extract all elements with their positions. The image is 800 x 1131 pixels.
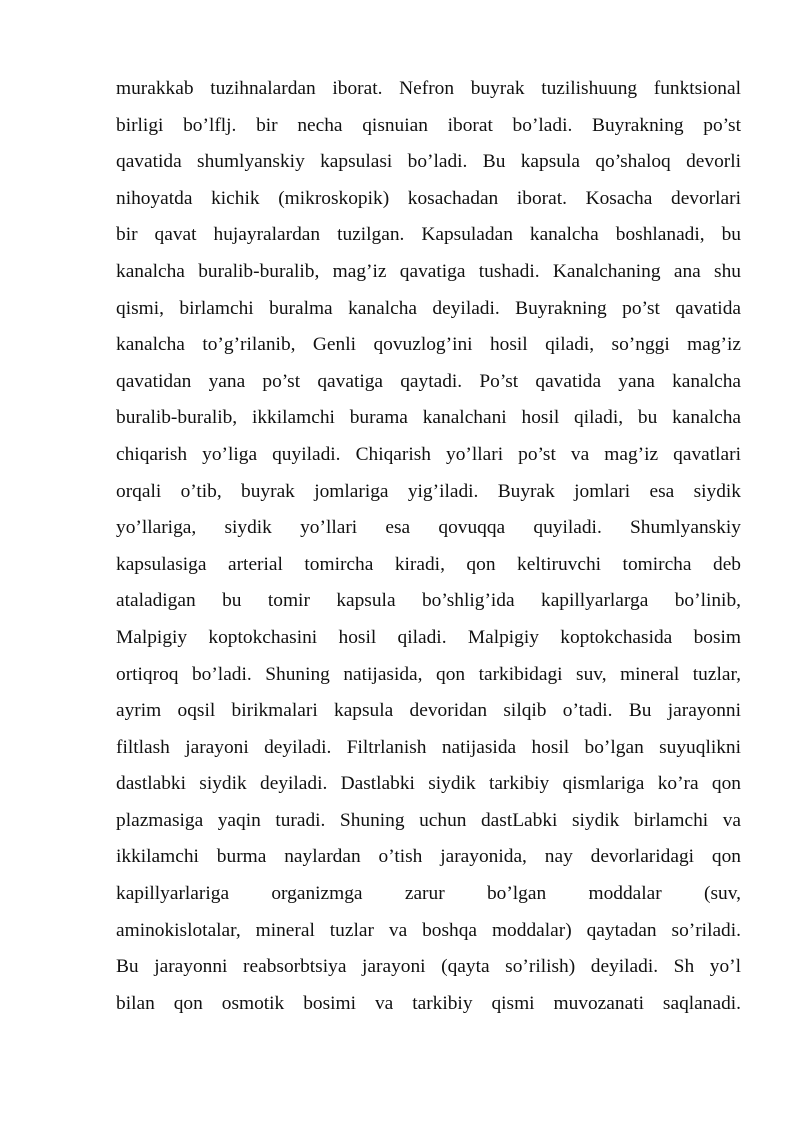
text-line: nihoyatda kichik (mikroskopik) kosachadan iborat. Kosacha devorlari	[116, 187, 741, 209]
text-line: qismi, birlamchi buralma kanalcha deyiladi. Buyrakning po’st qavatida	[116, 297, 741, 319]
text-line: buralib-buralib, ikkilamchi burama kanalchani hosil qiladi, bu kanalcha	[116, 407, 741, 429]
text-line: kanalcha buralib-buralib, mag’iz qavatiga tushadi. Kanalchaning ana shu	[116, 260, 741, 282]
text-line: chiqarish yo’liga quyiladi. Chiqarish yo’llari po’st va mag’iz qavatlari	[116, 443, 741, 465]
body-text	[116, 71, 741, 1022]
text-line: yo’llariga, siydik yo’llari esa qovuqqa quyiladi. Shumlyanskiy	[116, 517, 741, 539]
text-line: dastlabki siydik deyiladi. Dastlabki siydik tarkibiy qismlariga ko’ra qon	[116, 773, 741, 795]
text-line: murakkab tuzihnalardan iborat. Nefron buyrak tuzilishuung funktsional	[116, 78, 741, 99]
text-line: bir qavat hujayralardan tuzilgan. Kapsuladan kanalcha boshlanadi, bu	[116, 224, 741, 246]
text-line: qavatidan yana po’st qavatiga qaytadi. Po’st qavatida yana kanalcha	[116, 370, 741, 392]
text-line: Malpigiy koptokchasini hosil qiladi. Malpigiy koptokchasida bosim	[116, 626, 741, 648]
text-line: birligi bo’lflj. bir necha qisnuian iborat bo’ladi. Buyrakning po’st	[116, 114, 741, 136]
text-line: ikkilamchi burma naylardan o’tish jarayonida, nay devorlaridagi qon	[116, 846, 741, 868]
text-line: Bu jarayonni reabsorbtsiya jarayoni (qayta so’rilish) deyiladi. Sh yo’l	[116, 956, 741, 978]
text-line: kapsulasiga arterial tomircha kiradi, qon keltiruvchi tomircha deb	[116, 553, 741, 575]
text-line: orqali o’tib, buyrak jomlariga yig’iladi. Buyrak jomlari esa siydik	[116, 480, 741, 502]
text-line: ayrim oqsil birikmalari kapsula devoridan silqib o’tadi. Bu jarayonni	[116, 700, 741, 722]
text-line: bilan qon osmotik bosimi va tarkibiy qismi muvozanati saqlanadi.	[116, 992, 741, 1014]
text-line: ataladigan bu tomir kapsula bo’shlig’ida kapillyarlarga bo’linib,	[116, 590, 741, 612]
text-line: qavatida shumlyanskiy kapsulasi bo’ladi. Bu kapsula qo’shaloq devorli	[116, 151, 741, 173]
text-line: filtlash jarayoni deyiladi. Filtrlanish natijasida hosil bo’lgan suyuqlikni	[116, 736, 741, 758]
text-line: kanalcha to’g’rilanib, Genli qovuzlog’ini hosil qiladi, so’nggi mag’iz	[116, 334, 741, 356]
text-line: ortiqroq bo’ladi. Shuning natijasida, qon tarkibidagi suv, mineral tuzlar,	[116, 663, 741, 685]
text-line: plazmasiga yaqin turadi. Shuning uchun dastLabki siydik birlamchi va	[116, 809, 741, 831]
text-line: aminokislotalar, mineral tuzlar va boshqa moddalar) qaytadan so’riladi.	[116, 919, 741, 941]
text-line: kapillyarlariga organizmga zarur bo’lgan moddalar (suv,	[116, 883, 741, 905]
